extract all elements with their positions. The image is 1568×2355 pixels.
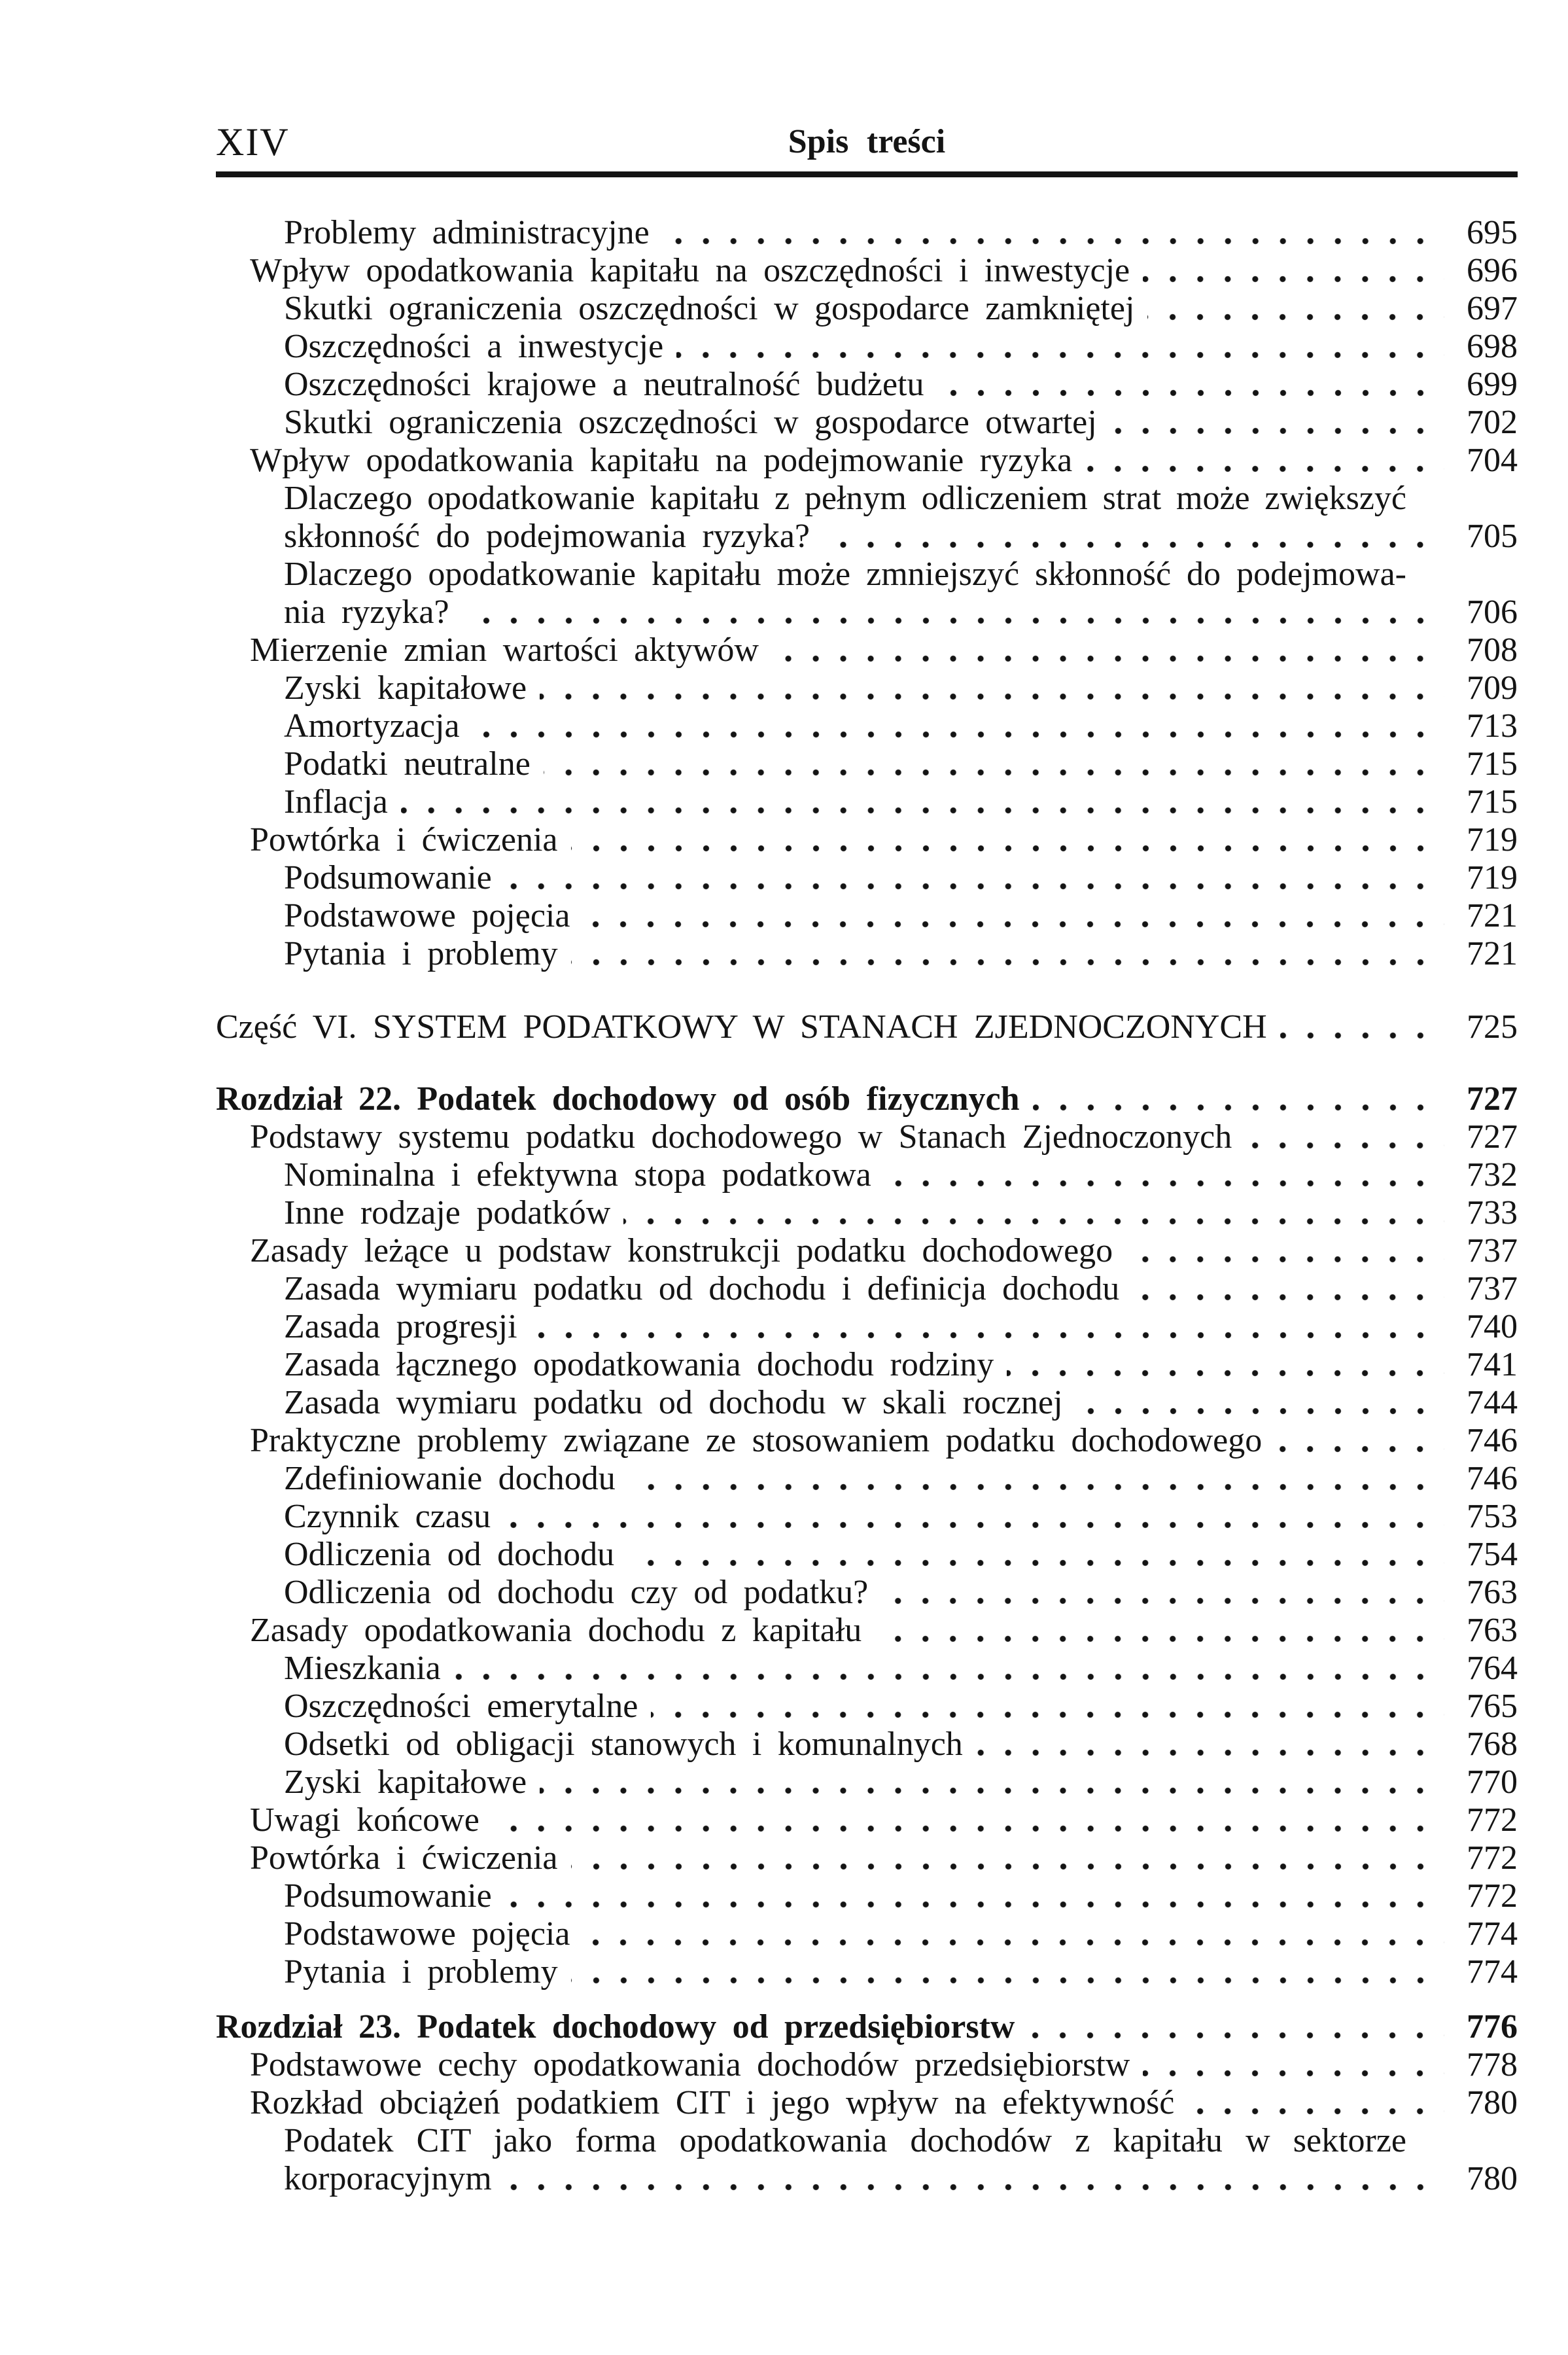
dot-leader <box>504 1521 1444 1529</box>
toc-entry <box>216 1308 1518 1346</box>
dot-leader <box>1076 1408 1444 1415</box>
toc-page-number: 746 <box>1467 1460 1518 1497</box>
toc-page-number: 774 <box>1467 1915 1518 1953</box>
dot-leader <box>401 807 1444 814</box>
dot-leader <box>531 1332 1444 1339</box>
toc-entry <box>216 1915 1518 1953</box>
toc-entry <box>216 2084 1518 2122</box>
toc-entry <box>216 1498 1518 1536</box>
toc-entry-label: Amortyzacja <box>284 707 460 745</box>
dot-leader <box>623 1218 1444 1225</box>
dot-leader <box>1132 1294 1444 1301</box>
toc-entry <box>216 1346 1518 1384</box>
page-content <box>216 0 1518 2198</box>
toc-page-number: 772 <box>1467 1877 1518 1915</box>
toc-entry-label: Zyski kapitałowe <box>284 1763 527 1801</box>
toc-entry <box>216 631 1518 669</box>
toc-entry <box>216 1688 1518 1726</box>
toc-entry-label: Oszczędności emerytalne <box>284 1688 638 1725</box>
toc-entry-label: Odsetki od obligacji stanowych i komunalnych <box>284 1726 963 1763</box>
dot-leader <box>881 1597 1444 1604</box>
toc-page-number: 778 <box>1467 2046 1518 2083</box>
toc-page-number: 765 <box>1467 1688 1518 1725</box>
toc-entry-label: Pytania i problemy <box>284 935 558 972</box>
toc-entry <box>216 252 1518 290</box>
dot-leader <box>1126 1256 1444 1263</box>
dot-leader <box>1033 1104 1444 1111</box>
dot-leader <box>772 655 1444 662</box>
toc-entry <box>216 745 1518 783</box>
toc-page-number: 702 <box>1467 404 1518 441</box>
toc-entry-label: Powtórka i ćwiczenia <box>250 1839 558 1877</box>
toc-entry-label: Podstawowe cechy opodatkowania dochodów przedsiębiorstw <box>250 2046 1130 2083</box>
dot-leader <box>454 1673 1444 1680</box>
toc-entry <box>216 897 1518 935</box>
toc-page-number: 708 <box>1467 631 1518 669</box>
toc-page-number: 737 <box>1467 1270 1518 1307</box>
toc-entry <box>216 783 1518 821</box>
toc-entry <box>216 1839 1518 1877</box>
toc-entry-label: korporacyjnym <box>284 2160 492 2197</box>
dot-leader <box>1007 1370 1444 1377</box>
toc-entry-label: Zasady opodatkowania dochodu z kapitału <box>250 1612 862 1649</box>
toc-page-number: 776 <box>1467 2008 1518 2045</box>
dot-leader <box>1028 2032 1444 2039</box>
toc-entry <box>216 707 1518 745</box>
dot-leader <box>571 845 1445 852</box>
dot-leader <box>505 2184 1444 2191</box>
toc-entry-label: Zasada łącznego opodatkowania dochodu rodziny <box>284 1346 994 1383</box>
toc-entry <box>216 1270 1518 1308</box>
toc-page-number: 715 <box>1467 745 1518 783</box>
dot-leader <box>1275 1445 1444 1453</box>
toc-entry-label: Czynnik czasu <box>284 1498 491 1535</box>
toc-entry-label: Oszczędności krajowe a neutralność budżetu <box>284 366 924 403</box>
page-title: Spis treści <box>788 123 946 160</box>
toc-entry-label: Wpływ opodatkowania kapitału na podejmowanie ryzyka <box>250 442 1073 479</box>
toc-entry <box>216 1194 1518 1232</box>
toc-page-number: 725 <box>1467 1008 1518 1046</box>
toc-entry <box>216 328 1518 366</box>
dot-leader <box>1280 1032 1444 1039</box>
toc-entry-label: Rozkład obciążeń podatkiem CIT i jego wpływ na efektywność <box>250 2084 1175 2121</box>
toc-page-number: 705 <box>1467 518 1518 555</box>
toc-entry-label: Podstawy systemu podatku dochodowego w Stanach Zjednoczonych <box>250 1118 1232 1156</box>
toc-page-number: 719 <box>1467 821 1518 859</box>
toc-entry-label: Podstawowe pojęcia <box>284 1915 570 1953</box>
dot-leader <box>462 617 1444 624</box>
toc-entry-label: skłonność do podejmowania ryzyka? <box>284 518 810 555</box>
toc-entry-label: Odliczenia od dochodu <box>284 1536 615 1573</box>
toc-page-number: 699 <box>1467 366 1518 403</box>
toc-entry-label: Zasada wymiaru podatku od dochodu i definicja dochodu <box>284 1270 1120 1307</box>
toc-entry <box>216 2046 1518 2084</box>
toc-page-number: 746 <box>1467 1422 1518 1459</box>
toc-entry <box>216 1080 1518 1118</box>
toc-page-number: 715 <box>1467 783 1518 821</box>
toc-entry-label: Wpływ opodatkowania kapitału na oszczędności i inwestycje <box>250 252 1130 289</box>
toc-list <box>216 214 1518 2198</box>
toc-entry <box>216 1232 1518 1270</box>
dot-leader <box>540 693 1444 700</box>
toc-entry <box>216 290 1518 328</box>
toc-entry <box>216 480 1518 518</box>
toc-entry-label: Odliczenia od dochodu czy od podatku? <box>284 1574 869 1611</box>
toc-entry-label: Podsumowanie <box>284 1877 492 1915</box>
toc-entry <box>216 1460 1518 1498</box>
dot-leader <box>1245 1142 1444 1149</box>
dot-leader <box>540 1787 1444 1794</box>
dot-leader <box>505 883 1444 890</box>
dot-leader <box>505 1901 1444 1908</box>
dot-leader <box>627 1559 1444 1567</box>
toc-page-number: 741 <box>1467 1346 1518 1383</box>
toc-entry <box>216 1650 1518 1688</box>
toc-entry <box>216 1118 1518 1156</box>
toc-entry-label: Zdefiniowanie dochodu <box>284 1460 616 1497</box>
toc-entry-label: Skutki ograniczenia oszczędności w gospodarce otwartej <box>284 404 1097 441</box>
toc-page-number: 721 <box>1467 935 1518 972</box>
toc-page-number: 753 <box>1467 1498 1518 1535</box>
toc-entry-label: Rozdział 22. Podatek dochodowy od osób fizycznych <box>216 1080 1020 1118</box>
toc-entry-label: Praktyczne problemy związane ze stosowaniem podatku dochodowego <box>250 1422 1263 1459</box>
dot-leader <box>937 389 1445 397</box>
toc-entry-label: Podatki neutralne <box>284 745 531 783</box>
toc-entry <box>216 1574 1518 1612</box>
dot-leader <box>823 541 1444 548</box>
toc-entry <box>216 1422 1518 1460</box>
toc-entry-label: Część VI. SYSTEM PODATKOWY W STANACH ZJEDNOCZONYCH <box>216 1008 1267 1046</box>
toc-entry <box>216 1801 1518 1839</box>
toc-page-number: 727 <box>1467 1118 1518 1156</box>
toc-entry <box>216 556 1518 593</box>
toc-page-number: 772 <box>1467 1801 1518 1839</box>
dot-leader <box>1085 465 1444 472</box>
dot-leader <box>976 1749 1444 1756</box>
toc-entry-label: Dlaczego opodatkowanie kapitału z pełnym odliczeniem strat może zwiększyć <box>284 480 1406 517</box>
toc-entry-label: Problemy administracyjne <box>284 214 650 251</box>
toc-entry <box>216 859 1518 897</box>
toc-entry-label: Zasady leżące u podstaw konstrukcji podatku dochodowego <box>250 1232 1113 1269</box>
toc-entry-label: nia ryzyka? <box>284 593 449 631</box>
toc-entry <box>216 1726 1518 1763</box>
dot-leader <box>473 731 1444 738</box>
dot-leader <box>663 238 1444 245</box>
toc-page-number: 763 <box>1467 1574 1518 1611</box>
toc-entry-label: Mierzenie zmian wartości aktywów <box>250 631 759 669</box>
toc-entry <box>216 1953 1518 1991</box>
toc-page-number: 780 <box>1467 2160 1518 2197</box>
dot-leader <box>544 769 1444 776</box>
toc-page-number: 772 <box>1467 1839 1518 1877</box>
toc-page-number: 744 <box>1467 1384 1518 1421</box>
toc-entry-continuation <box>216 593 1518 631</box>
toc-page-number: 721 <box>1467 897 1518 934</box>
toc-page-number: 695 <box>1467 214 1518 251</box>
dot-leader <box>571 1977 1444 1984</box>
toc-entry-label: Podatek CIT jako forma opodatkowania dochodów z kapitału w sektorze <box>284 2122 1406 2159</box>
toc-entry <box>216 1384 1518 1422</box>
dot-leader <box>1110 427 1444 434</box>
toc-entry-label: Inne rodzaje podatków <box>284 1194 611 1231</box>
page-header <box>216 0 1518 162</box>
toc-page-number: 780 <box>1467 2084 1518 2121</box>
toc-entry-label: Skutki ograniczenia oszczędności w gospodarce zamkniętej <box>284 290 1135 327</box>
toc-entry <box>216 1536 1518 1574</box>
toc-entry <box>216 442 1518 480</box>
dot-leader <box>629 1483 1444 1491</box>
toc-page-number: 740 <box>1467 1308 1518 1345</box>
toc-page-number: 696 <box>1467 252 1518 289</box>
toc-page-number: 704 <box>1467 442 1518 479</box>
toc-entry-continuation <box>216 518 1518 556</box>
toc-page-number: 727 <box>1467 1080 1518 1118</box>
toc-page-number: 764 <box>1467 1650 1518 1687</box>
toc-page-number: 706 <box>1467 593 1518 631</box>
toc-page-number: 774 <box>1467 1953 1518 1991</box>
toc-page-number: 770 <box>1467 1763 1518 1801</box>
toc-page-number: 754 <box>1467 1536 1518 1573</box>
toc-entry <box>216 2122 1518 2160</box>
dot-leader <box>583 921 1444 928</box>
toc-page-number: 713 <box>1467 707 1518 745</box>
toc-entry-label: Dlaczego opodatkowanie kapitału może zmniejszyć skłonność do podejmowa- <box>284 556 1406 593</box>
toc-entry-label: Rozdział 23. Podatek dochodowy od przedsiębiorstw <box>216 2008 1015 2045</box>
toc-entry <box>216 1008 1518 1046</box>
dot-leader <box>493 1825 1444 1832</box>
toc-page-number: 697 <box>1467 290 1518 327</box>
toc-entry <box>216 404 1518 442</box>
toc-page-number: 732 <box>1467 1156 1518 1194</box>
folio-page-number: XIV <box>216 120 290 164</box>
toc-entry <box>216 1156 1518 1194</box>
toc-entry <box>216 2008 1518 2046</box>
toc-page-number: 737 <box>1467 1232 1518 1269</box>
toc-entry-label: Inflacja <box>284 783 388 821</box>
toc-entry-label: Powtórka i ćwiczenia <box>250 821 558 859</box>
toc-entry <box>216 935 1518 973</box>
toc-page-number: 763 <box>1467 1612 1518 1649</box>
dot-leader <box>1187 2108 1444 2115</box>
dot-leader <box>1143 275 1444 283</box>
toc-entry <box>216 1612 1518 1650</box>
toc-entry <box>216 821 1518 859</box>
dot-leader <box>1143 2070 1444 2077</box>
dot-leader <box>571 1863 1445 1870</box>
toc-entry <box>216 669 1518 707</box>
toc-entry-label: Podstawowe pojęcia <box>284 897 570 934</box>
toc-page-number: 768 <box>1467 1726 1518 1763</box>
dot-leader <box>583 1939 1444 1946</box>
toc-entry-label: Podsumowanie <box>284 859 492 896</box>
toc-entry <box>216 1763 1518 1801</box>
dot-leader <box>884 1180 1444 1187</box>
toc-entry-label: Oszczędności a inwestycje <box>284 328 664 365</box>
toc-page-number: 698 <box>1467 328 1518 365</box>
toc-entry <box>216 366 1518 404</box>
dot-leader <box>1147 313 1444 321</box>
toc-page-number: 719 <box>1467 859 1518 896</box>
toc-entry-label: Nominalna i efektywna stopa podatkowa <box>284 1156 871 1194</box>
dot-leader <box>875 1635 1444 1642</box>
toc-entry-continuation <box>216 2160 1518 2198</box>
toc-entry-label: Zyski kapitałowe <box>284 669 527 707</box>
toc-page-number: 709 <box>1467 669 1518 707</box>
header-rule <box>216 171 1518 177</box>
toc-page-number: 733 <box>1467 1194 1518 1231</box>
toc-entry-label: Mieszkania <box>284 1650 441 1687</box>
toc-entry-label: Zasada progresji <box>284 1308 517 1345</box>
dot-leader <box>651 1711 1444 1718</box>
toc-entry-label: Uwagi końcowe <box>250 1801 479 1839</box>
dot-leader <box>571 959 1444 966</box>
toc-entry <box>216 1877 1518 1915</box>
toc-entry-label: Pytania i problemy <box>284 1953 558 1991</box>
dot-leader <box>676 351 1444 359</box>
toc-entry-label: Zasada wymiaru podatku od dochodu w skali rocznej <box>284 1384 1063 1421</box>
toc-entry <box>216 214 1518 252</box>
